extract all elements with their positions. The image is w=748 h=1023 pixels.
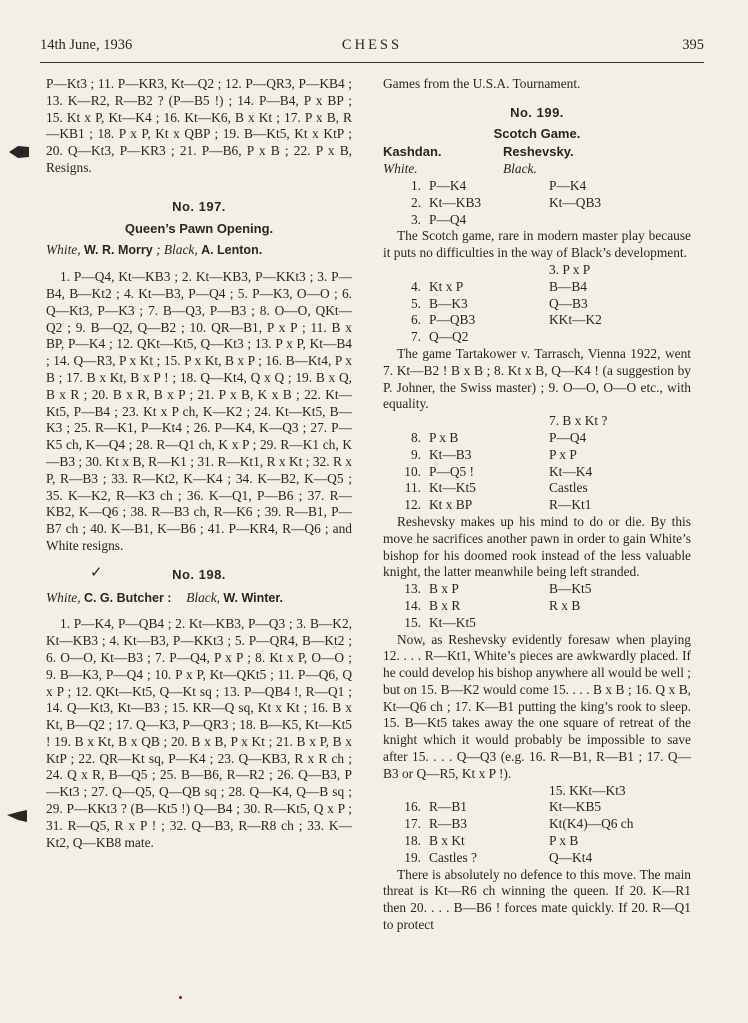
game-199-moves-table [383, 430, 592, 514]
game-199-note: There is absolutely no defence to this move. The main threat is Kt—R6 ch winning the queen. If 20. K—R1 then 20. . . . B—B6 ! forces mate quickly. If 20. R—Q1 to protect [383, 866, 691, 933]
move-number: 9. [410, 446, 421, 462]
game-199-moves-table [383, 581, 591, 631]
white-move: Kt—Kt5 [429, 480, 476, 496]
game-199-note: The game Tartakower v. Tarrasch, Vienna 1922, went 7. Kt—B2 ! B x B ; 8. Kt x B, Q—K4 ! (a suggestion by P. Johner, the Swiss master) ; 9. O—O, O—O etc., with equality. [383, 345, 691, 412]
game-198-black-player: W. Winter. [223, 590, 284, 605]
game-199-note: Reshevsky makes up his mind to do or die. By this move he sacrifices another pawn in order to gain White’s bishop for his doomed rook instead of the less valuable knight, the latter meanwhile being left stranded. [383, 513, 691, 580]
game-198-number: No. 198. [172, 566, 226, 582]
black-move: Kt(K4)—Q6 ch [549, 816, 634, 832]
game-199-white-player: Kashdan. [383, 144, 442, 160]
move-number: 7. [410, 329, 421, 345]
game-197-white-label: White, [46, 242, 81, 258]
game-197-number: No. 197. [172, 198, 226, 214]
white-move: Kt—B3 [429, 446, 472, 462]
black-move: R—Kt1 [549, 497, 592, 513]
black-move: P—K4 [549, 177, 587, 193]
header-page-number: 395 [682, 37, 704, 53]
black-move: P x P [549, 446, 577, 462]
game-197-opening: Queen’s Pawn Opening. [124, 220, 274, 236]
black-move: Q—B3 [549, 295, 588, 311]
black-move [549, 329, 602, 346]
game-199-moves-table [383, 799, 633, 866]
move-number: 6. [410, 312, 421, 328]
move-number: 16. [404, 799, 421, 815]
move-number: 12. [404, 497, 421, 513]
game-197-players: White, W. R. Morry ; Black, A. Lenton. [46, 242, 263, 258]
white-move: P—Q4 [429, 211, 467, 227]
move-row [383, 296, 602, 313]
move-row [383, 312, 602, 329]
game-199-move-line: 15. KKt—Kt3 [549, 782, 626, 798]
tournament-intro: Games from the U.S.A. Tournament. [383, 76, 581, 91]
black-move: Kt—QB3 [549, 194, 602, 210]
black-move: B—B4 [549, 278, 587, 294]
move-row [383, 195, 601, 212]
game-199-note: The Scotch game, rare in modern master play because it puts no difficulties in the way of Black’s development. [383, 228, 691, 261]
white-move: P—K4 [429, 177, 467, 193]
move-row [383, 430, 592, 447]
game-197-black-player: A. Lenton. [201, 243, 263, 258]
move-number: 15. [404, 614, 421, 630]
game-197-moves: 1. P—Q4, Kt—KB3 ; 2. Kt—KB3, P—KKt3 ; 3. P—B4, B—Kt2 ; 4. Kt—B3, P—Q4 ; 5. P—K3, O—O ; 6. Q—Kt3, P—K3 ; 7. B—Q3, P—B3 ; 8. O—O, QKt—Q2 ; 9. B—Q2, Q—B2 ; 10. QR—B1, P x P ; 11. B x BP, P—K4 ; 12. QKt—Kt5, Q—Kt3 ; 13. P x P, Kt—B4 ; 14. Q—R3, P x Kt ; 15. P x Kt, B x P ; 16. B—Kt4, P x B ; 17. B x Kt, B x P ! ; 18. Q—Kt4, Q x Q ; 19. B x Q, B x R ; 20. B x R, B x P ; 21. P x B, K x B ; 22. Kt—Kt5, P—B4 ; 23. Kt x P ch, K—K2 ; 24. Kt—Kt5, B—K3 ; 25. R—K1, P—Kt4 ; 26. P—K4, K—Q3 ; 27. P—K5 ch, K—Q4 ; 28. R—Q1 ch, K x P ; 29. R—K1 ch, K—B3 ; 30. Kt x B, R—K1 ; 31. R—Kt1, R x Kt ; 32. R x P, R—B3 ; 33. R—Kt2, K—K4 ; 34. K—B2, K—Q5 ; 35. K—K2, R—K3 ch ; 36. K—Q1, P—B6 ; 37. R—KB2, K—Q6 ; 38. R—B3 ch, R—K6 ; 39. R—B1, P—B7 ch ; 40. K—B1, K—B6 ; 41. P—KR4, R—Q6 ; and White resigns. [46, 269, 352, 553]
header-date: 14th June, 1936 [40, 37, 133, 53]
previous-game-continuation: P—Kt3 ; 11. P—KR3, Kt—Q2 ; 12. P—QR3, P—KB4 ; 13. K—R2, R—B2 ? (P—B5 !) ; 14. P—B4, P x BP ; 15. Kt x P, Kt—K4 ; 16. Kt—K6, B x Kt ; 17. P x B, R—KB1 ; 18. P x P, Kt x QBP ; 19. B—Kt5, Kt x KtP ; 20. Q—Kt3, P—KR3 ; 21. P—B6, P x B ; 22. P x B, Resigns. [46, 76, 352, 175]
move-number: 5. [410, 295, 421, 311]
black-move [549, 615, 591, 632]
move-row [383, 598, 591, 615]
black-move: P—Q4 [549, 429, 587, 445]
white-move: B x P [429, 581, 459, 597]
move-row [383, 329, 602, 346]
ink-dot [179, 996, 182, 999]
black-move: Kt—KB5 [549, 799, 602, 815]
move-number: 3. [410, 211, 421, 227]
margin-marker-icon [8, 144, 30, 160]
white-move: R—B1 [429, 799, 467, 815]
move-row [383, 178, 601, 195]
white-move: R—B3 [429, 816, 467, 832]
game-199-moves-table [383, 279, 602, 346]
move-number: 8. [410, 429, 421, 445]
white-move: Kt—Kt5 [429, 614, 476, 630]
game-198-white-label: White, [46, 589, 81, 605]
game-198-white-player: C. G. Butcher : [83, 590, 172, 605]
move-number: 1. [410, 177, 421, 193]
move-number: 10. [404, 463, 421, 479]
move-number: 17. [404, 816, 421, 832]
game-199-number: No. 199. [510, 104, 564, 120]
tick-mark: ✓ [90, 564, 103, 581]
black-move: Castles [549, 480, 588, 496]
game-199-player-header [383, 144, 612, 178]
black-move: Q—Kt4 [549, 849, 593, 865]
move-number: 11. [404, 480, 421, 496]
move-number: 13. [404, 581, 421, 597]
white-move: Kt—KB3 [429, 194, 482, 210]
game-198-black-label: Black, [186, 589, 221, 605]
game-199-black-player: Reshevsky. [503, 144, 574, 160]
move-row [383, 581, 591, 598]
white-move: B—K3 [429, 295, 468, 311]
game-199-black-label: Black. [503, 161, 537, 177]
game-197-white-player: W. R. Morry [83, 243, 153, 258]
white-move: B x Kt [429, 833, 465, 849]
header-title: CHESS [341, 37, 403, 53]
black-move: B—Kt5 [549, 581, 592, 597]
move-row [383, 480, 592, 497]
move-row [383, 497, 592, 514]
move-row [383, 615, 591, 632]
white-move: Kt x BP [429, 497, 473, 513]
game-199-opening: Scotch Game. [493, 125, 581, 141]
move-row [383, 447, 592, 464]
game-198-players [46, 590, 352, 607]
move-row [383, 464, 592, 481]
move-number: 4. [410, 278, 421, 294]
move-number: 18. [404, 833, 421, 849]
white-move: Q—Q2 [429, 329, 469, 345]
move-row [383, 816, 633, 833]
move-row [383, 833, 633, 850]
right-column [383, 76, 691, 934]
white-move: P—QB3 [429, 312, 476, 328]
game-199-note: Now, as Reshevsky evidently foresaw when playing 12. . . . R—Kt1, White’s pieces are awkwardly placed. If he could develop his bishop anywhere all would be well ; but on 15. B—K2 would come 15. . . . B x B ; 16. Q x B, Kt—Q6 ch ; 17. K—B1 putting the king’s rook to sleep. 15. B—Kt5 takes away the one square of retreat of the knight which it would probably be impossible to save after 15. . . . Q—Q3 (e.g. 16. R—B1, R—B1 ; 17. Q—B3 or Q—R5, Kt x P !). [383, 631, 691, 781]
margin-marker-icon [6, 808, 28, 824]
left-column [46, 76, 352, 851]
white-move: Castles ? [429, 849, 477, 865]
white-move: P—Q5 ! [429, 463, 475, 479]
move-row [383, 279, 602, 296]
game-199-white-label: White. [383, 161, 418, 177]
move-number: 19. [404, 849, 421, 865]
header-rule [40, 62, 704, 63]
game-199-move-line: 7. B x Kt ? [549, 413, 608, 429]
game-199-move-line: 3. P x P [549, 261, 591, 277]
move-row [383, 212, 601, 229]
game-199-moves-table [383, 178, 601, 228]
black-move: KKt—K2 [549, 312, 602, 328]
move-number: 14. [404, 597, 421, 613]
black-move: P x B [549, 833, 579, 849]
black-move: R x B [549, 597, 581, 613]
move-row [383, 850, 633, 867]
white-move: B x R [429, 597, 461, 613]
white-move: P x B [429, 429, 459, 445]
black-move [549, 212, 601, 229]
white-move: Kt x P [429, 278, 464, 294]
running-header [40, 37, 704, 59]
move-row [383, 799, 633, 816]
black-move: Kt—K4 [549, 463, 593, 479]
game-198-moves: 1. P—K4, P—QB4 ; 2. Kt—KB3, P—Q3 ; 3. B—K2, Kt—KB3 ; 4. Kt—B3, P—KKt3 ; 5. P—QR4, B—Kt2 ; 6. O—O, Kt—B3 ; 7. P—Q4, P x P ; 8. Kt x P, O—O ; 9. B—K3, P—Q4 ; 10. P x P, Kt—QKt5 ; 11. P—Q6, Q x P ; 12. QKt—Kt5, Q—Kt sq ; 13. P—QB4 !, R—Q1 ; 14. Q—Kt3, Kt—B3 ; 15. KR—Q sq, Kt x Kt ; 16. B x Kt, B—Q2 ; 17. Q—K3, P—QR3 ; 18. B—K5, Kt—Kt5 ! 19. B x Kt, B x QB ; 20. B x B, P x Kt ; 21. B x P, B x KtP ; 22. QR—Kt sq, P—K4 ; 23. Q—KB3, R x R ch ; 24. Q x R, B—Q5 ; 25. B—B6, R—R2 ; 26. Q—B3, P—Kt3 ; 27. Q—Q5, Q—QB sq ; 28. Q—K4, Q—B sq ; 29. P—KKt3 ? (B—Kt5 !) Q—B4 ; 30. R—Kt5, Q x P ; 31. R—Q5, R x P ! ; 32. Q—B3, R—R8 ch ; 33. K—Kt2, Q—KB8 mate. [46, 616, 352, 850]
game-197-black-label: Black, [163, 242, 198, 258]
move-number: 2. [410, 194, 421, 210]
